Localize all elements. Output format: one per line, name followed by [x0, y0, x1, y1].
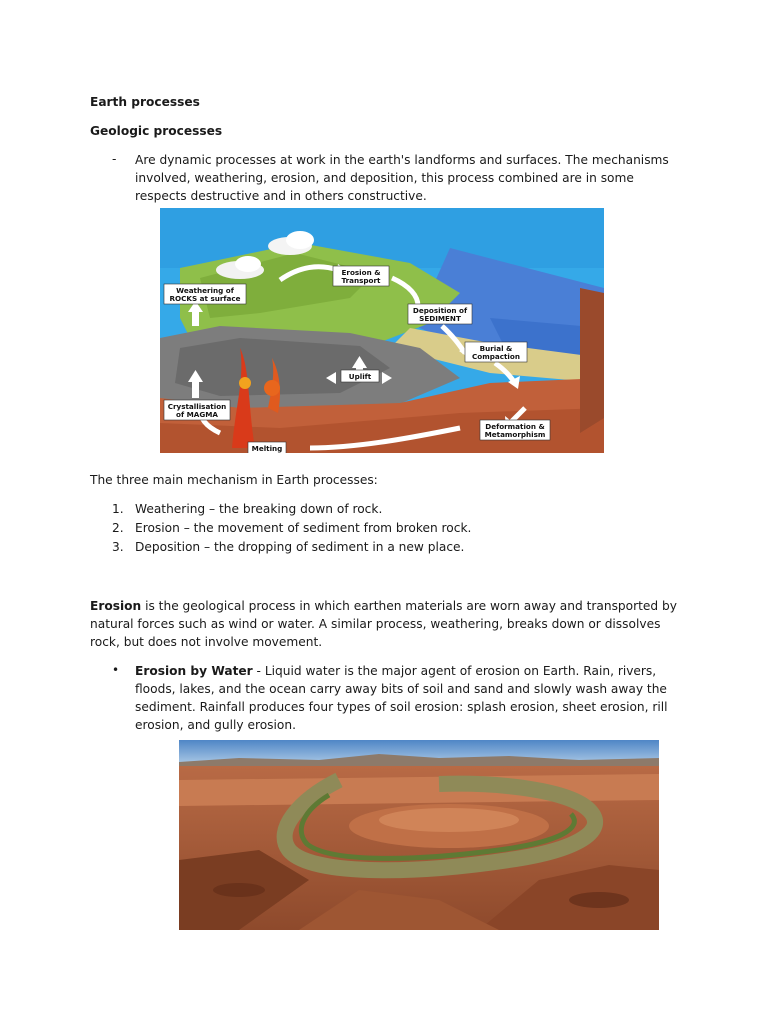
label-uplift-text: Uplift — [348, 372, 372, 381]
list-item — [112, 519, 471, 537]
list-item — [112, 538, 464, 556]
erosion-paragraph — [90, 597, 680, 651]
list-number: 1. — [112, 502, 124, 516]
label-crystallisation — [164, 400, 230, 420]
label-burial-line1: Burial & — [479, 344, 513, 353]
label-burial-line2: Compaction — [472, 352, 520, 361]
label-erosion-line1: Erosion & — [341, 268, 381, 277]
label-deposition-line2: SEDIMENT — [419, 314, 461, 323]
label-melting — [248, 442, 286, 453]
list-text: Weathering – the breaking down of rock. — [135, 502, 383, 516]
intro-paragraph: Are dynamic processes at work in the earth's landforms and surfaces. The mechanisms involved, weathering, erosion, and deposition, this process combined are in some respects destructive and in others constructive. — [135, 153, 669, 203]
label-deformation — [480, 420, 550, 440]
dash-marker: - — [112, 152, 117, 166]
label-deformation-line2: Metamorphism — [484, 430, 546, 439]
label-weathering-line2: ROCKS at surface — [169, 294, 241, 303]
label-deformation-line1: Deformation & — [485, 422, 545, 431]
rock-cycle-diagram — [160, 208, 604, 453]
label-deposition — [408, 304, 472, 324]
bullet-marker: • — [112, 663, 120, 677]
mechanisms-intro: The three main mechanism in Earth processes: — [90, 473, 378, 487]
water-erosion-term: Erosion by Water — [135, 664, 253, 678]
list-number: 3. — [112, 540, 124, 554]
label-crystallisation-line1: Crystallisation — [167, 402, 227, 411]
list-item — [112, 500, 382, 518]
label-erosion-line2: Transport — [341, 276, 381, 285]
label-weathering-line1: Weathering of — [176, 286, 234, 295]
erosion-term: Erosion — [90, 599, 142, 613]
section-heading: Geologic processes — [90, 124, 223, 138]
label-melting-text: Melting — [251, 444, 283, 453]
erosion-definition: is the geological process in which earthen materials are worn away and transported by natural forces such as wind or water. A similar process, weathering, breaks down or dissolves rock, but does not involve movement. — [90, 599, 677, 649]
water-erosion-text: - Liquid water is the major agent of erosion on Earth. Rain, rivers, floods, lakes, and the ocean carry away bits of soil and sand and slowly wash away the sediment. Rainfall produces four types of soil erosion: splash erosion, sheet erosion, rill erosion, and gully erosion. — [135, 664, 668, 732]
list-number: 2. — [112, 521, 124, 535]
label-erosion — [333, 266, 389, 286]
list-text: Deposition – the dropping of sediment in a new place. — [135, 540, 465, 554]
water-erosion-paragraph — [135, 662, 680, 734]
label-crystallisation-line2: of MAGMA — [176, 410, 218, 419]
list-text: Erosion – the movement of sediment from broken rock. — [135, 521, 472, 535]
label-weathering — [164, 284, 246, 304]
document-title: Earth processes — [90, 95, 200, 109]
canyon-river-photo — [179, 740, 659, 930]
label-deposition-line1: Deposition of — [412, 306, 468, 315]
label-burial — [465, 342, 527, 362]
label-uplift — [341, 370, 379, 382]
